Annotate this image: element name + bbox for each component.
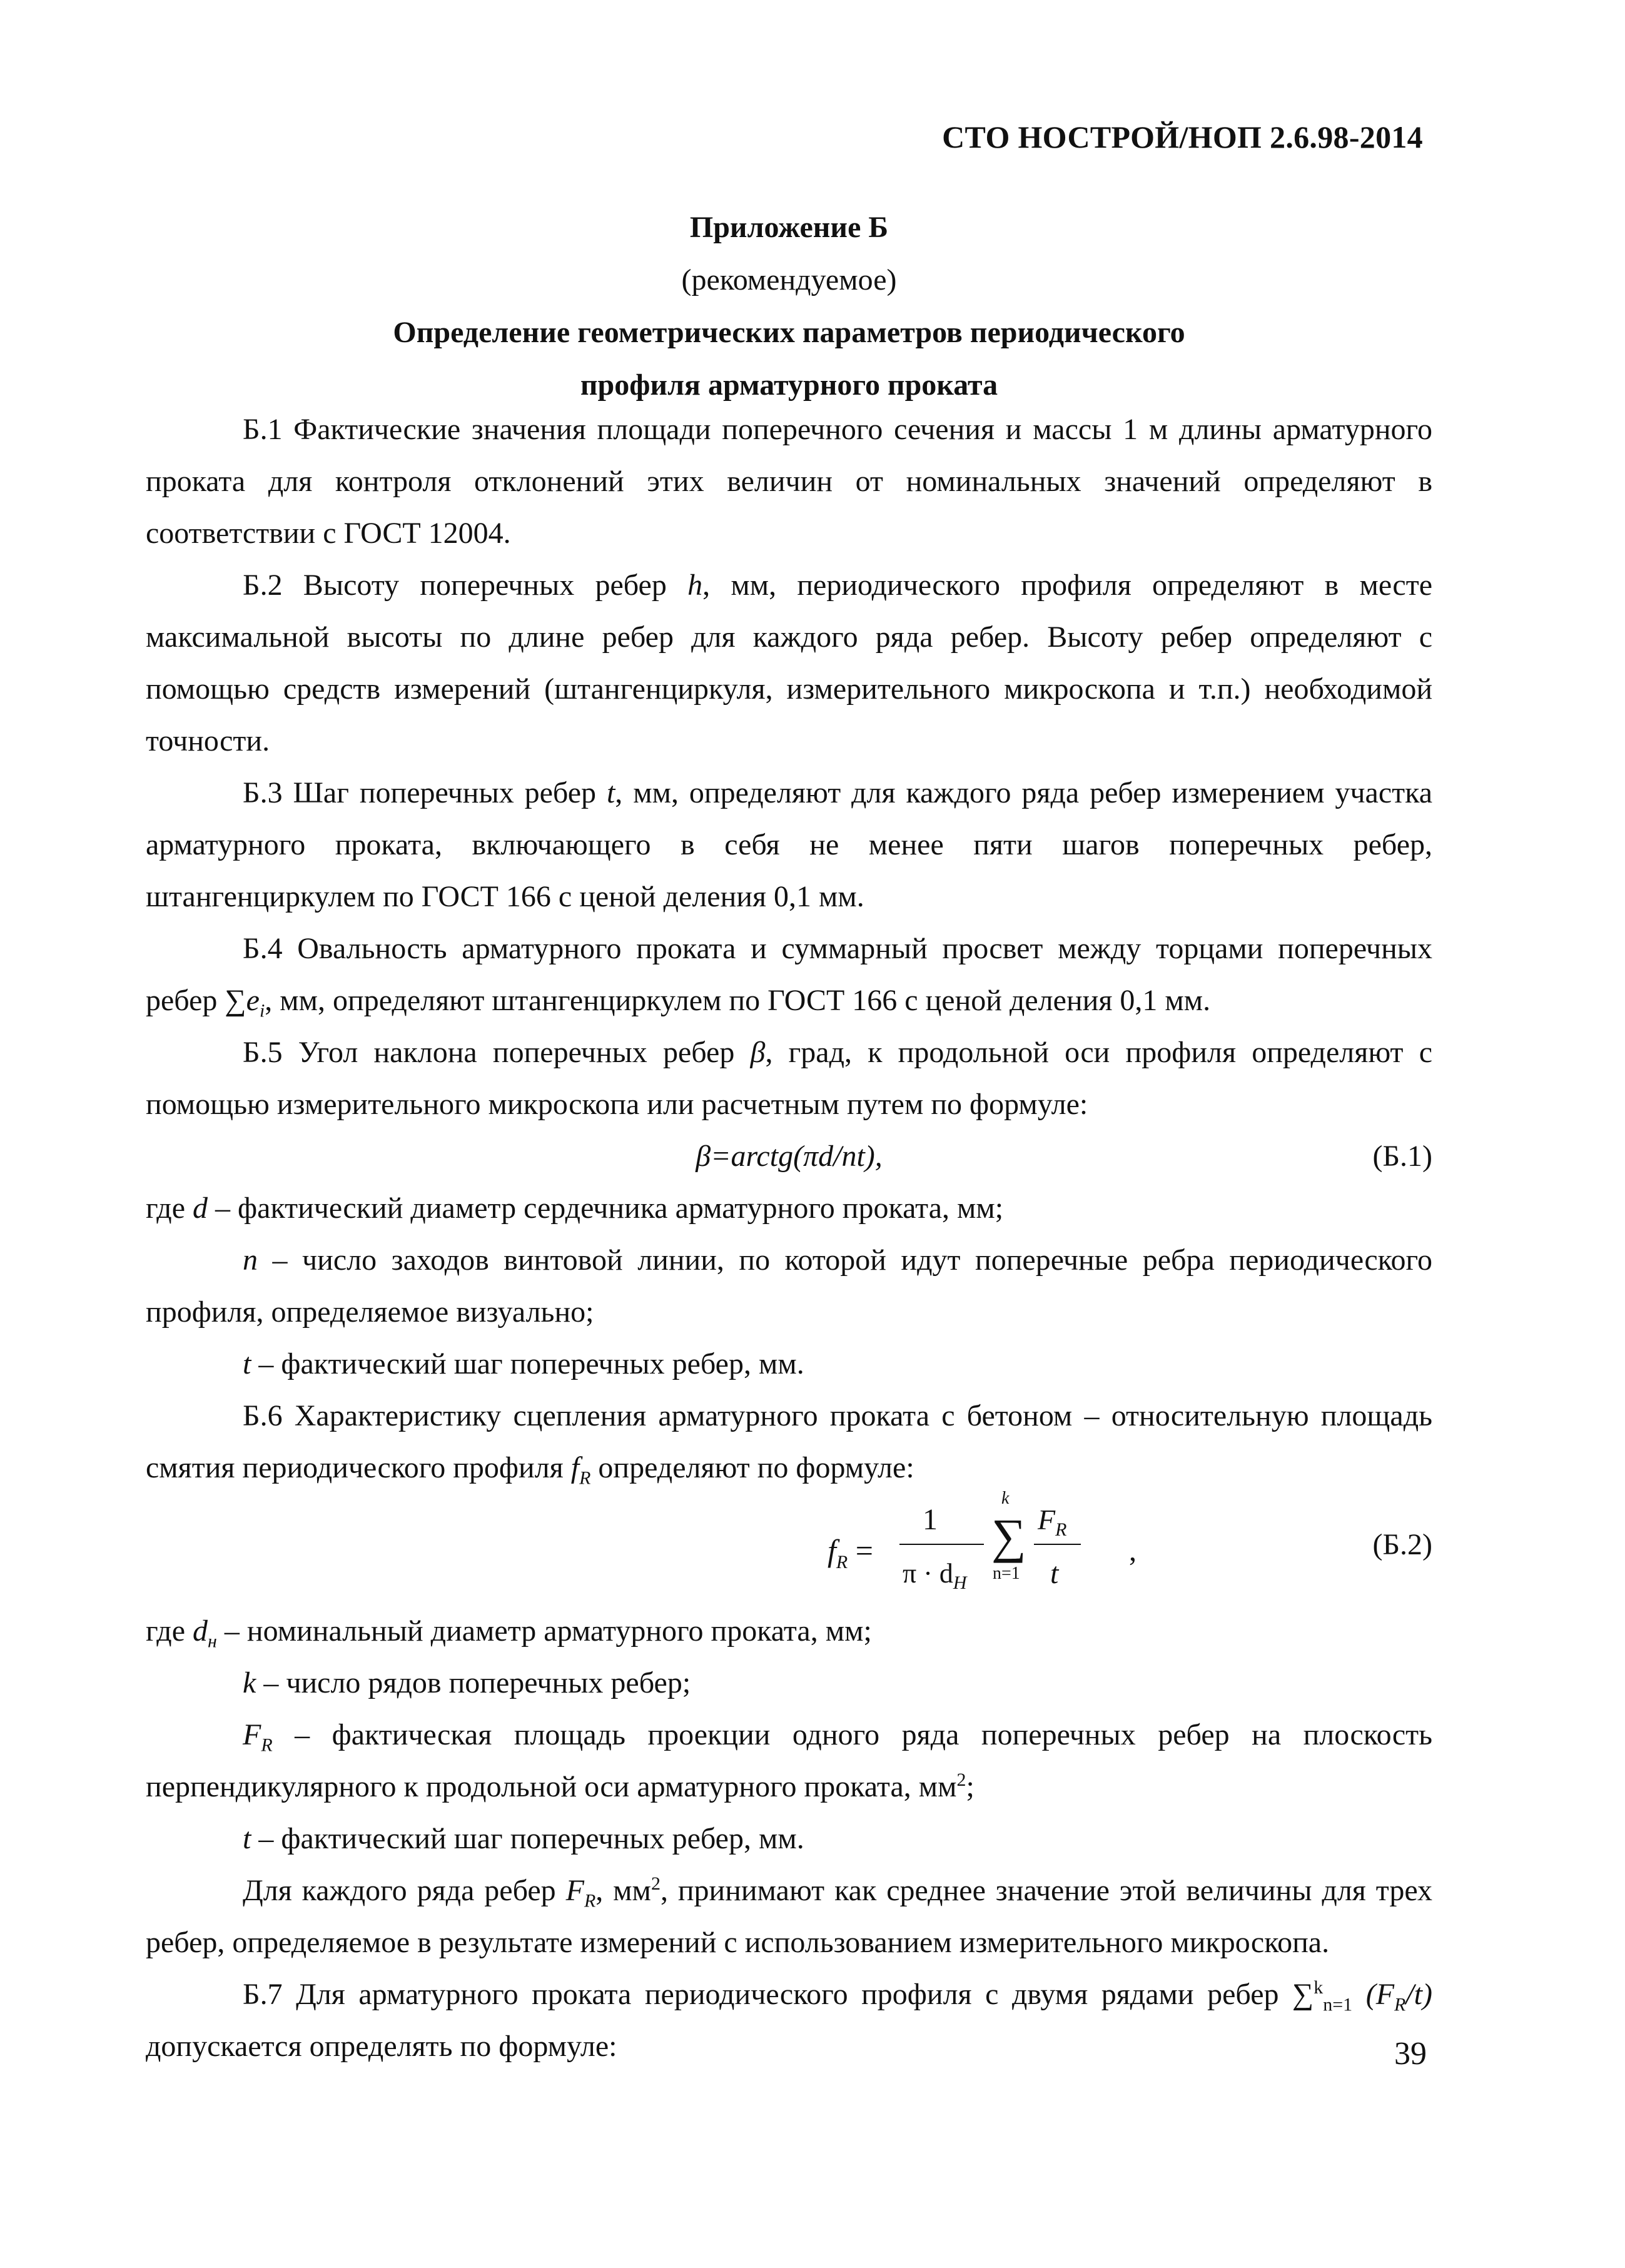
where2-k-text: – число рядов поперечных ребер;: [256, 1666, 691, 1699]
b3-text-a: Б.3 Шаг поперечных ребер: [243, 776, 607, 809]
b4-sum-sub: i: [259, 1000, 265, 1021]
where1-d: [146, 1182, 1432, 1234]
b5-text-b: , град, к продольной оси профиля определяют с помощью измерительного микроскопа или расчетным путем по формуле:: [146, 1036, 1432, 1121]
den-sub: H: [953, 1572, 967, 1593]
where1-n: [146, 1234, 1432, 1338]
page-number: 39: [1394, 2036, 1427, 2072]
where1-var-n: n: [243, 1243, 258, 1277]
b6note-text-c: , принимают как среднее значение этой величины для трех ребер, определяемое в результате измерений с использованием измерительного микроскопа.: [146, 1874, 1433, 1959]
b6note-text-a: Для каждого ряда ребер: [243, 1874, 566, 1907]
b7-text-b: допускается определять по формуле:: [146, 2030, 617, 2063]
where1-t-text: – фактический шаг поперечных ребер, мм.: [251, 1347, 804, 1380]
paragraph-b6: [146, 1390, 1432, 1494]
appendix-heading-line2: профиля арматурного проката: [580, 368, 998, 402]
b7-paren-end: /t): [1405, 1978, 1432, 2011]
where1-n-text: – число заходов винтовой линии, по которой идут поперечные ребра периодического профиля, определяемое визуально;: [146, 1243, 1432, 1329]
b6-text-b: определяют по формуле:: [590, 1451, 914, 1484]
num2-sub: R: [1055, 1519, 1067, 1541]
where2-t: [146, 1813, 1432, 1865]
appendix-heading-line1: Определение геометрических параметров периодического: [393, 316, 1185, 349]
paragraph-b6-note: [146, 1865, 1432, 1968]
where2-dn: [146, 1605, 1432, 1657]
b7-sum-symbol: ∑: [1292, 1978, 1314, 2011]
where2-prefix: где: [146, 1614, 193, 1648]
b4-text-b: , мм, определяют штангенциркулем по ГОСТ 166 с ценой деления 0,1 мм.: [265, 984, 1211, 1017]
den-text: π · d: [903, 1558, 953, 1589]
b6-text-a: Б.6 Характеристику сцепления арматурного проката с бетоном – относительную площадь смятия периодического профиля: [146, 1399, 1432, 1484]
where2-F-end: ;: [966, 1770, 974, 1803]
equals-sign: =: [848, 1533, 873, 1568]
where1-prefix: где: [146, 1192, 193, 1225]
fraction2-numerator: [1038, 1494, 1066, 1546]
formula-b2: [146, 1489, 1432, 1605]
b4-sum-symbol: ∑e: [225, 984, 260, 1017]
b7-sum-sub: n=1: [1323, 1994, 1353, 2015]
b7-sum-sup: k: [1314, 1977, 1324, 1998]
b6-var-f: f: [570, 1451, 580, 1484]
paragraph-b7: [146, 1968, 1432, 2072]
sigma-lower-limit: n=1: [993, 1564, 1020, 1583]
paragraph-b4: [146, 923, 1432, 1026]
b6note-var-sub: R: [584, 1890, 596, 1911]
b7-text-a: Б.7 Для арматурного проката периодического профиля с двумя рядами ребер: [243, 1978, 1293, 2011]
paragraph-b3: [146, 767, 1432, 923]
b3-text-b: , мм, определяют для каждого ряда ребер измерением участка арматурного проката, включающего в себя не менее пяти шагов поперечных ребер, штангенциркулем по ГОСТ 166 с ценой деления 0,1 мм.: [146, 776, 1432, 913]
where1-var-d: d: [193, 1192, 208, 1225]
where2-var-t: t: [243, 1822, 251, 1855]
b2-text-a: Б.2 Высоту поперечных ребер: [243, 569, 688, 602]
b2-var-h: h: [687, 569, 703, 602]
where2-F-text: – фактическая площадь проекции одного ряда поперечных ребер на плоскость перпендикулярного к продольной оси арматурного проката, мм: [146, 1718, 1432, 1803]
document-body: [146, 403, 1432, 2072]
where1-d-text: – фактический диаметр сердечника арматурного проката, мм;: [208, 1192, 1004, 1225]
where2-var-d-sub: н: [208, 1631, 217, 1652]
b5-var-beta: β: [750, 1036, 766, 1069]
paragraph-b5: [146, 1026, 1432, 1130]
where1-t: [146, 1338, 1432, 1390]
where2-F: [146, 1709, 1432, 1813]
paragraph-b1: Б.1 Фактические значения площади поперечного сечения и массы 1 м длины арматурного проката для контроля отклонений этих величин от номинальных значений определяют в соответствии с ГОСТ 12004.: [146, 413, 1432, 550]
where2-F-sup: 2: [956, 1769, 966, 1790]
b3-var-t: t: [606, 776, 615, 809]
num2-F: F: [1038, 1504, 1056, 1536]
appendix-title-block: [146, 201, 1432, 412]
formula-b2-lhs: [828, 1525, 873, 1577]
appendix-title: Приложение Б: [689, 211, 889, 244]
where2-k: [146, 1657, 1432, 1709]
where2-var-d: d: [193, 1614, 208, 1648]
fraction1-bar: [899, 1544, 984, 1545]
document-header: СТО НОСТРОЙ/НОП 2.6.98-2014: [942, 119, 1423, 154]
paragraph-b2: [146, 559, 1432, 767]
appendix-subtitle: (рекомендуемое): [681, 263, 897, 296]
formula-b1-expression: β=arctg(πd/nt),: [696, 1140, 883, 1173]
b6note-var-F: F: [565, 1874, 584, 1907]
where2-var-k: k: [243, 1666, 256, 1699]
where1-var-t: t: [243, 1347, 251, 1380]
b7-paren-sub: R: [1394, 1994, 1406, 2015]
where2-var-F-sub: R: [261, 1734, 273, 1756]
fraction1-numerator: 1: [923, 1503, 938, 1536]
formula-b2-comma: ,: [1129, 1534, 1136, 1567]
b6-var-sub: R: [579, 1467, 591, 1489]
fraction1-denominator: [903, 1547, 967, 1599]
sigma-symbol: ∑: [991, 1509, 1026, 1563]
b6note-sup: 2: [651, 1873, 661, 1894]
lhs-sub: R: [836, 1552, 848, 1572]
formula-b2-expression: [828, 1489, 1136, 1605]
sigma-upper-limit: k: [1001, 1489, 1010, 1508]
where2-var-F: F: [243, 1718, 261, 1751]
b6note-text-b: , мм: [595, 1874, 651, 1907]
fraction2-denominator: t: [1050, 1557, 1059, 1590]
fraction2-bar: [1034, 1544, 1081, 1545]
b5-text-a: Б.5 Угол наклона поперечных ребер: [243, 1036, 751, 1069]
b7-paren-F: (F: [1352, 1978, 1395, 2011]
where2-dn-text: – номинальный диаметр арматурного проката, мм;: [216, 1614, 872, 1648]
formula-b1-number: (Б.1): [1372, 1140, 1432, 1173]
formula-b1: [146, 1130, 1432, 1182]
lhs-f: f: [828, 1533, 836, 1568]
b4-text-a: Б.4 Овальность арматурного проката и суммарный просвет между торцами поперечных ребер: [146, 932, 1432, 1017]
b2-text-b: , мм, периодического профиля определяют в месте максимальной высоты по длине ребер для каждого ряда ребер. Высоту ребер определяют с помощью средств измерений (штангенциркуля, измерительного микроскопа и т.п.) необходимой точности.: [146, 569, 1432, 757]
formula-b2-number: (Б.2): [1372, 1528, 1432, 1561]
where2-t-text: – фактический шаг поперечных ребер, мм.: [251, 1822, 804, 1855]
